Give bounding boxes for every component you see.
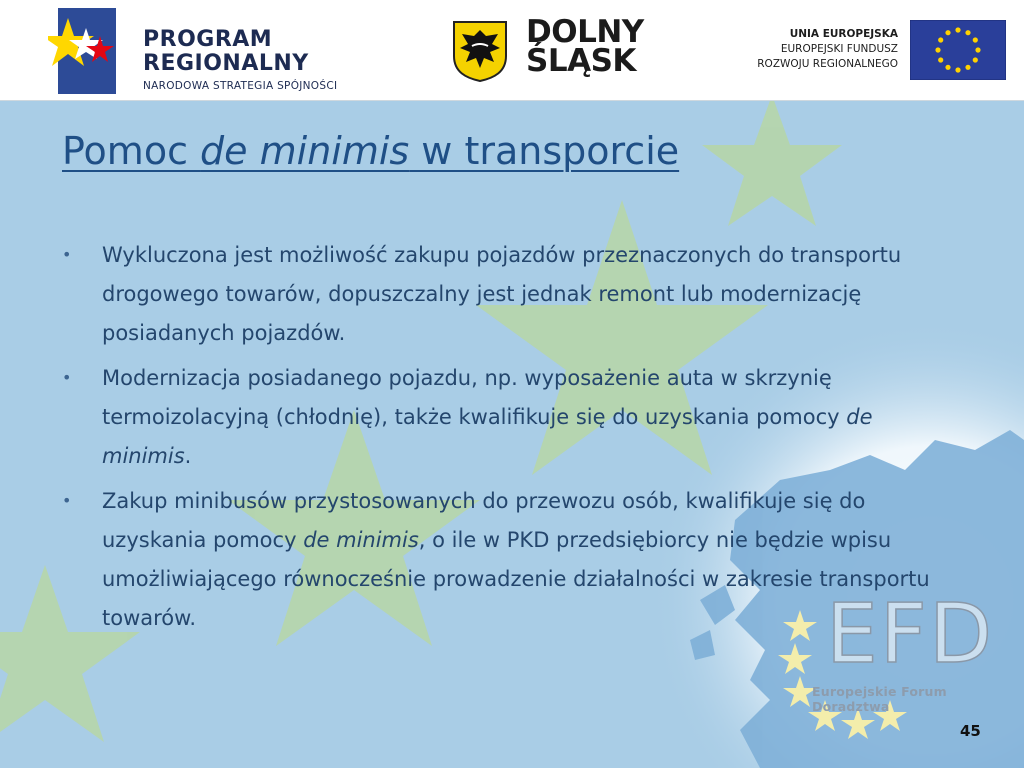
bullet-text-end: . [184,444,192,468]
dolny-line: DOLNY [526,14,644,50]
page-number: 45 [960,722,981,740]
eu-flag-icon [910,20,1006,80]
bullet-italic-term: de minimis [102,405,873,468]
slask-line: ŚLĄSK [526,43,636,79]
eu-name-line: UNIA EUROPEJSKA [789,28,898,40]
efd-watermark-logo: EFD [826,587,995,682]
dolny-slask-text [526,14,644,79]
title-part-1: Pomoc [62,129,201,173]
slide-title [62,126,679,176]
title-part-2: w transporcie [409,129,680,173]
bullet-item [60,359,950,476]
bullet-text: Zakup minibusów przystosowanych do przewozu osób, kwalifikuje się do uzyskania pomocy [102,489,866,552]
program-line: PROGRAM [143,27,273,52]
eu-fund-text [757,27,898,72]
regionalny-line: REGIONALNY [143,51,309,76]
bullet-item [60,482,950,638]
program-regionalny-logo-icon [48,6,120,96]
bullet-item [60,236,950,353]
bullet-list [60,236,950,644]
dolny-slask-eagle-icon [450,18,510,82]
bullet-text: Wykluczona jest możliwość zakupu pojazdów przeznaczonych do transportu drogowego towarów, dopuszczalny jest jednak remont lub modernizację posiadanych pojazdów. [102,243,902,345]
eu-fund-line-2: ROZWOJU REGIONALNEGO [757,58,898,70]
efd-watermark-subtitle: Europejskie Forum Doradztwa [812,684,947,714]
bullet-text: Modernizacja posiadanego pojazdu, np. wyposażenie auta w skrzynię termoizolacyjną (chłodnię), także kwalifikuje się do uzyskania pomocy [102,366,847,429]
title-italic: de minimis [200,129,410,173]
logo-header [0,0,1024,101]
bullet-italic-term: de minimis [303,528,419,552]
bullet-marker: • [62,491,72,510]
eu-fund-line: EUROPEJSKI FUNDUSZ [780,43,898,55]
bullet-marker: • [62,368,72,387]
strategy-line: NARODOWA STRATEGIA SPÓJNOŚCI [143,80,338,92]
bullet-marker: • [62,245,72,264]
program-regionalny-text [143,28,337,94]
bullet-text-end: , o ile w PKD przedsiębiorcy nie będzie wpisu umożliwiającego równocześnie prowadzenie działalności w zakresie transportu towarów. [102,528,930,630]
